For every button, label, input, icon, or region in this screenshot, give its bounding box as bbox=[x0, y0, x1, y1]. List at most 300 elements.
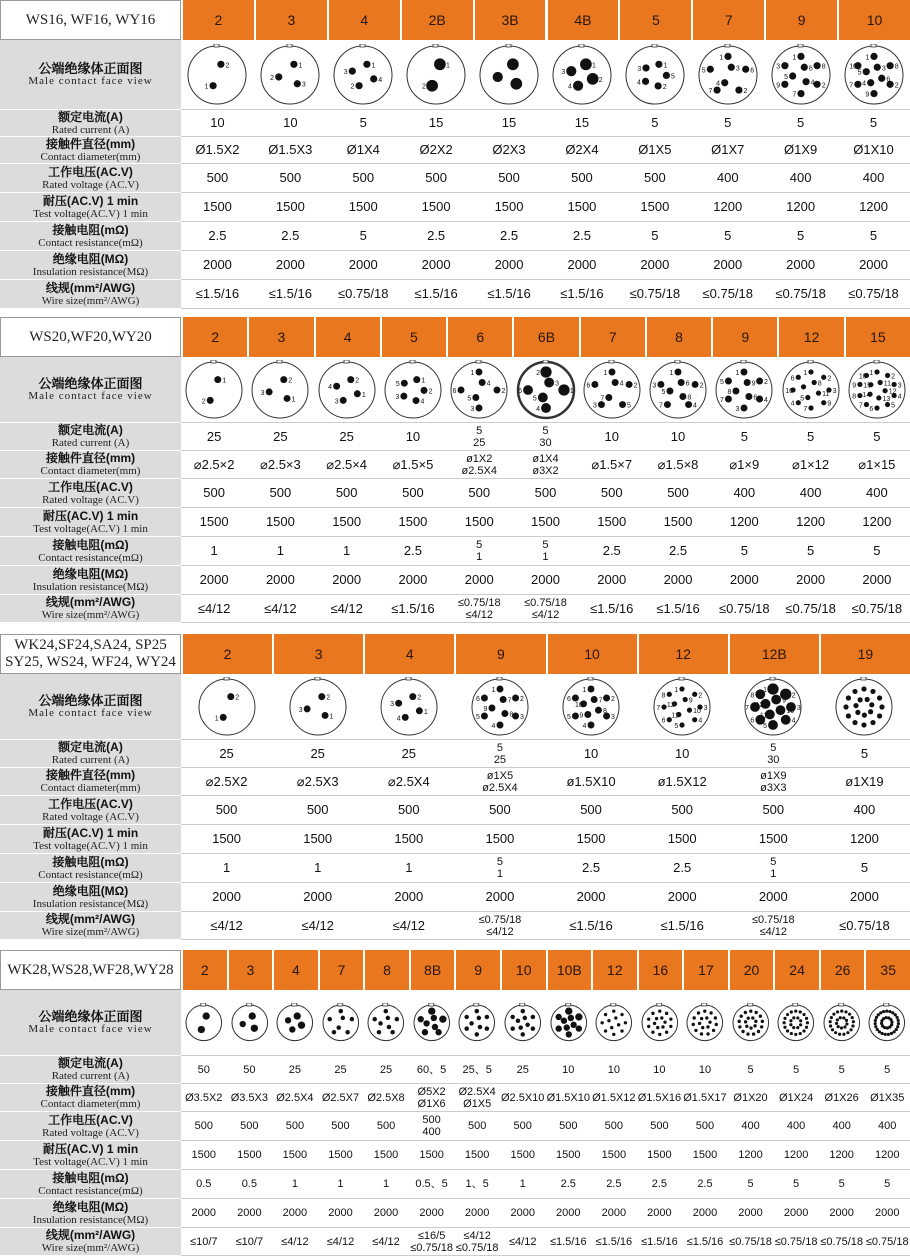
connector-face-drawing bbox=[184, 360, 244, 420]
row-label-en: Wire size(mm²/AWG) bbox=[41, 1242, 140, 1254]
spec-value-line: 15 bbox=[428, 115, 444, 130]
spec-value-line: 5 bbox=[724, 115, 732, 130]
spec-value bbox=[618, 280, 691, 308]
contact-pin bbox=[566, 66, 576, 76]
spec-value-line: ≤4/12 bbox=[326, 1235, 355, 1248]
contact-pin bbox=[289, 1027, 295, 1033]
contact-pin bbox=[660, 1016, 663, 1019]
connector-face-drawing bbox=[843, 44, 905, 106]
contact-pin bbox=[364, 61, 371, 68]
contact-pin bbox=[658, 1010, 661, 1013]
pin-count-cell: 35 bbox=[864, 950, 910, 990]
spec-value bbox=[318, 1056, 364, 1083]
row-label-cn: 工作电压(AC.V) bbox=[48, 796, 133, 811]
pin-number: 8 bbox=[661, 692, 666, 700]
contact-pin bbox=[839, 1016, 842, 1019]
row-label-en: Male contact face view bbox=[28, 390, 153, 402]
spec-value bbox=[579, 479, 645, 507]
pin-number: 2 bbox=[764, 379, 769, 387]
row-label-cn: 接触电阻(mΩ) bbox=[52, 1170, 129, 1185]
contact-pin bbox=[423, 1020, 429, 1026]
pin-number: 10 bbox=[858, 373, 867, 381]
pin-number: 5 bbox=[763, 722, 768, 730]
contact-pin bbox=[555, 1026, 561, 1032]
spec-value bbox=[773, 1228, 819, 1255]
connector-face bbox=[549, 1003, 589, 1043]
spec-value-line: 25 bbox=[493, 753, 507, 766]
spec-value bbox=[711, 566, 777, 594]
spec-value-line: 10 bbox=[653, 1063, 666, 1076]
spec-value bbox=[181, 1199, 227, 1227]
row-label bbox=[0, 883, 181, 912]
row-values bbox=[181, 537, 910, 566]
connector-face-drawing bbox=[259, 44, 321, 106]
spec-value-line: 2000 bbox=[758, 889, 788, 904]
spec-value-line: Ø1X7 bbox=[711, 142, 745, 157]
contact-pin bbox=[783, 1021, 786, 1024]
spec-value-line: 2000 bbox=[567, 257, 597, 272]
connector-face bbox=[332, 44, 394, 106]
pin-number: 2 bbox=[894, 82, 899, 90]
contact-pin bbox=[347, 376, 354, 383]
spec-value bbox=[272, 1141, 318, 1169]
pin-number: 9 bbox=[579, 712, 584, 720]
pin-number: 4 bbox=[810, 79, 815, 87]
connector-face-drawing bbox=[847, 360, 907, 420]
connector-face bbox=[184, 360, 244, 420]
spec-value-line: 5 bbox=[747, 1063, 754, 1076]
row-values bbox=[181, 912, 910, 940]
spec-value-line: 2000 bbox=[729, 572, 759, 587]
pin-number: 1 bbox=[421, 377, 426, 385]
row-label-cn: 接触电阻(mΩ) bbox=[52, 222, 129, 237]
spec-value-line: Ø1.5X3 bbox=[268, 142, 313, 157]
connector-face bbox=[457, 1003, 497, 1043]
pin-count-cell: 5 bbox=[618, 0, 691, 40]
pin-number: 8 bbox=[509, 711, 514, 719]
spec-value bbox=[618, 251, 691, 279]
pin-number: 2 bbox=[350, 83, 355, 91]
pin-number: 3 bbox=[334, 398, 339, 406]
pin-number: 5 bbox=[475, 713, 480, 721]
spec-value bbox=[819, 1170, 865, 1198]
contact-pin bbox=[880, 1022, 883, 1025]
spec-value-line: ≤1.5/16 bbox=[641, 1235, 678, 1248]
row-label-en: Male contact face view bbox=[28, 707, 153, 719]
pin-number: 3 bbox=[832, 388, 837, 395]
contact-pin bbox=[876, 1028, 879, 1031]
contact-pin bbox=[373, 1017, 378, 1022]
spec-value-line: ≤0.75/18 bbox=[851, 600, 903, 616]
spec-value-line: ≤0.75/18 bbox=[629, 286, 681, 301]
spec-value bbox=[837, 110, 910, 136]
contact-pin bbox=[683, 697, 688, 702]
pin-count-cell: 4 bbox=[314, 317, 380, 357]
connector-face bbox=[781, 360, 841, 420]
row-values bbox=[181, 451, 910, 479]
pin-number: 10 bbox=[786, 708, 795, 716]
spec-value-line: ⌀2.5×2 bbox=[193, 456, 235, 472]
contact-pin bbox=[852, 1020, 855, 1023]
pin-count-cell: 12 bbox=[591, 950, 637, 990]
connector-face-drawing bbox=[250, 360, 310, 420]
spec-value bbox=[272, 912, 363, 939]
connector-face-drawing bbox=[449, 360, 509, 420]
spec-value-line: ≤0.75/18 bbox=[478, 913, 522, 926]
spec-value bbox=[682, 1170, 728, 1198]
pin-number: 1 bbox=[423, 708, 428, 716]
spec-value-line: 1500 bbox=[667, 831, 697, 846]
contact-pin bbox=[647, 1018, 650, 1021]
contact-pin bbox=[733, 388, 740, 395]
spec-value-line: 10 bbox=[604, 428, 619, 444]
spec-value-line: ≤0.75/18 bbox=[785, 600, 836, 616]
contact-pin bbox=[757, 1030, 760, 1033]
row-label-cn: 接触件直径(mm) bbox=[45, 1084, 136, 1098]
row-label-cn: 工作电压(AC.V) bbox=[48, 1112, 133, 1127]
spec-value-line: 2000 bbox=[265, 572, 295, 587]
spec-value bbox=[181, 912, 272, 939]
contact-pin bbox=[867, 79, 874, 86]
spec-value-line: 1500 bbox=[647, 1149, 672, 1161]
pin-number: 8 bbox=[852, 393, 857, 401]
contact-pin bbox=[781, 62, 788, 69]
spec-value bbox=[844, 595, 910, 622]
spec-value bbox=[728, 912, 819, 939]
spec-value bbox=[819, 854, 910, 882]
spec-value bbox=[454, 1170, 500, 1198]
spec-value-line: 1 bbox=[519, 1178, 526, 1190]
contact-pin bbox=[476, 405, 483, 412]
contact-pin bbox=[864, 402, 869, 407]
spec-value bbox=[247, 508, 313, 536]
contact-pin bbox=[661, 1026, 664, 1029]
contact-pin bbox=[834, 1031, 837, 1034]
spec-value-line: Ø1X24 bbox=[778, 1091, 814, 1104]
spec-value-line: 10 bbox=[670, 428, 686, 444]
pin-number: 2 bbox=[611, 696, 616, 704]
spec-value-line: 2000 bbox=[640, 257, 670, 272]
contact-pin bbox=[741, 405, 748, 412]
spec-value-line: 1500 bbox=[640, 199, 670, 214]
pin-number: 8 bbox=[603, 708, 607, 716]
spec-value-line: Ø3.5X2 bbox=[185, 1091, 223, 1104]
contact-pin bbox=[531, 1027, 536, 1032]
contact-pin bbox=[739, 1015, 742, 1018]
contact-pin bbox=[345, 1030, 350, 1035]
row-label-en: Insulation resistance(MΩ) bbox=[32, 580, 149, 593]
connector-face bbox=[379, 677, 439, 737]
spec-value-line: 10 bbox=[283, 115, 298, 130]
spec-value-line: 0.5 bbox=[241, 1178, 257, 1190]
spec-value-line: 500 bbox=[306, 802, 329, 817]
spec-value-line: ⌀1×12 bbox=[792, 456, 830, 472]
spec-value-line: ≤1.5/16 bbox=[595, 1235, 633, 1248]
spec-value bbox=[864, 1141, 910, 1169]
pin-number: 1 bbox=[222, 377, 227, 385]
contact-pin bbox=[721, 79, 728, 86]
spec-value bbox=[500, 1141, 546, 1169]
contact-pin bbox=[789, 72, 796, 79]
spec-value-line: 400 bbox=[853, 802, 876, 817]
pin-number: 3 bbox=[592, 402, 597, 410]
spec-value-line: 2000 bbox=[510, 1207, 535, 1219]
spec-value-line: 2000 bbox=[191, 1207, 217, 1219]
contact-pin bbox=[465, 1027, 470, 1032]
connector-face-drawing bbox=[478, 44, 540, 106]
spec-value-line: 2000 bbox=[576, 889, 606, 904]
row-label bbox=[0, 479, 181, 508]
spec-value-line: 1500 bbox=[419, 1149, 444, 1161]
row-label-en: Rated current (A) bbox=[51, 754, 130, 766]
contact-pin bbox=[565, 1031, 571, 1037]
spec-value bbox=[682, 1112, 728, 1140]
pin-number: 8 bbox=[687, 394, 692, 402]
spec-value-line: ≤4/12 bbox=[465, 608, 493, 621]
spec-value bbox=[546, 193, 619, 221]
contact-pin bbox=[881, 1032, 884, 1035]
contact-pin bbox=[830, 1016, 833, 1019]
contact-pin bbox=[842, 1033, 845, 1036]
spec-value bbox=[645, 566, 711, 594]
spec-value-line: 5 bbox=[542, 539, 549, 551]
row-label-en: Male contact face view bbox=[28, 75, 153, 87]
connector-face-drawing bbox=[697, 44, 759, 106]
contact-pin bbox=[608, 369, 615, 376]
contact-pin bbox=[715, 1023, 718, 1026]
spec-value bbox=[181, 193, 254, 221]
contact-pin bbox=[573, 81, 583, 91]
spec-value-line: 2.5 bbox=[500, 228, 519, 243]
row-values bbox=[181, 164, 910, 193]
contact-pin bbox=[846, 695, 851, 700]
spec-value bbox=[327, 164, 400, 192]
spec-value bbox=[637, 825, 728, 853]
pin-number: 4 bbox=[619, 380, 624, 388]
pin-number: 3 bbox=[389, 701, 394, 709]
spec-value-line: 1500 bbox=[464, 514, 494, 529]
spec-value-line: 500 bbox=[331, 1120, 350, 1132]
row-values bbox=[181, 566, 910, 595]
spec-value-line: 1 bbox=[405, 860, 413, 875]
pin-number: 6 bbox=[661, 717, 666, 725]
spec-value bbox=[327, 193, 400, 221]
spec-value bbox=[181, 164, 254, 192]
spec-value-line: 500 bbox=[279, 170, 302, 185]
contact-pin bbox=[870, 53, 877, 60]
spec-value-line: 2000 bbox=[692, 1207, 718, 1219]
contact-pin bbox=[706, 66, 713, 73]
row-label bbox=[0, 110, 181, 137]
spec-value-line: 400 bbox=[862, 170, 885, 185]
spec-value-line: 2.5 bbox=[403, 543, 422, 558]
contact-pin bbox=[875, 1025, 878, 1028]
spec-value bbox=[711, 595, 777, 622]
spec-value bbox=[764, 137, 837, 163]
spec-value bbox=[181, 508, 247, 536]
row-values bbox=[181, 796, 910, 825]
pin-number: 1 bbox=[719, 54, 724, 62]
spec-value-line: 2000 bbox=[874, 1207, 900, 1219]
connector-face-drawing bbox=[743, 677, 803, 737]
spec-value bbox=[400, 137, 473, 163]
spec-value bbox=[473, 164, 546, 192]
spec-row-voltage bbox=[0, 1112, 910, 1141]
contact-pin bbox=[655, 1017, 658, 1020]
spec-value bbox=[773, 1170, 819, 1198]
row-values bbox=[181, 357, 910, 423]
row-label bbox=[0, 1228, 181, 1256]
spec-row-current bbox=[0, 423, 910, 451]
row-label-en: Insulation resistance(MΩ) bbox=[32, 897, 149, 910]
pin-number: 5 bbox=[532, 395, 537, 403]
spec-value bbox=[272, 1199, 318, 1227]
contact-pin bbox=[563, 1025, 569, 1031]
contact-pin bbox=[698, 1022, 701, 1025]
connector-face-drawing bbox=[470, 677, 530, 737]
contact-pin bbox=[570, 1022, 576, 1028]
spec-value-line: Ø2.5X10 bbox=[501, 1091, 545, 1104]
connector-series-table bbox=[0, 317, 910, 623]
contact-pin bbox=[851, 1025, 854, 1028]
row-label-en: Rated voltage (AC.V) bbox=[42, 1126, 139, 1139]
spec-value bbox=[272, 1084, 318, 1111]
contact-pin bbox=[786, 1013, 789, 1016]
spec-value bbox=[773, 1056, 819, 1083]
spec-value bbox=[512, 595, 578, 622]
spec-row-resistance bbox=[0, 1170, 910, 1199]
spec-value-line: 1500 bbox=[398, 514, 428, 529]
spec-row-current bbox=[0, 740, 910, 768]
pin-number: 1 bbox=[371, 62, 376, 70]
connector-face-drawing bbox=[405, 44, 467, 106]
contact-pin bbox=[811, 380, 816, 385]
connector-face bbox=[714, 360, 774, 420]
pin-number: 7 bbox=[507, 697, 512, 705]
row-label-en: Insulation resistance(MΩ) bbox=[32, 265, 149, 278]
contact-pin bbox=[735, 86, 742, 93]
spec-row-test bbox=[0, 193, 910, 222]
contact-pin bbox=[799, 1032, 802, 1035]
spec-value-line: 500 bbox=[650, 1120, 669, 1132]
spec-value-line: 500 bbox=[671, 802, 694, 817]
spec-value-line: Ø1.5X17 bbox=[683, 1091, 727, 1104]
spec-row-resistance bbox=[0, 854, 910, 883]
spec-value bbox=[546, 1112, 592, 1140]
row-values bbox=[181, 423, 910, 451]
contact-pin bbox=[281, 376, 288, 383]
contact-pin bbox=[349, 67, 356, 74]
pin-number: 2 bbox=[821, 82, 826, 90]
pin-number: 7 bbox=[802, 405, 807, 413]
contact-pin bbox=[877, 713, 882, 718]
spec-row-diameter bbox=[0, 451, 910, 479]
pin-number: 5 bbox=[891, 402, 895, 410]
contact-pin bbox=[808, 405, 813, 410]
spec-value-line: 50 bbox=[197, 1063, 210, 1076]
pin-number: 9 bbox=[782, 697, 787, 705]
row-label-en: Test voltage(AC.V) 1 min bbox=[33, 839, 148, 852]
contact-pin bbox=[493, 72, 503, 82]
spec-value-line: 5 bbox=[542, 424, 549, 437]
connector-face-drawing bbox=[685, 1003, 725, 1043]
spec-value bbox=[837, 193, 910, 221]
pin-count-cell: 3B bbox=[473, 0, 546, 40]
connector-face-drawing bbox=[770, 44, 832, 106]
pin-number: 6 bbox=[808, 65, 813, 73]
contact-pin bbox=[821, 375, 826, 380]
spec-value-line: ≤0.75/18 bbox=[775, 286, 826, 301]
connector-face bbox=[317, 360, 377, 420]
spec-value-line: 5 bbox=[860, 860, 869, 875]
row-label bbox=[0, 451, 181, 479]
spec-value bbox=[454, 883, 545, 911]
contact-pin bbox=[703, 1010, 706, 1013]
spec-value-line: ⌀2.5X4 bbox=[387, 773, 430, 789]
row-label-cn: 接触件直径(mm) bbox=[45, 768, 136, 782]
contact-pin bbox=[724, 53, 731, 60]
spec-value bbox=[777, 479, 843, 507]
spec-value-line: 2000 bbox=[485, 889, 515, 904]
row-label-en: Insulation resistance(MΩ) bbox=[32, 1213, 149, 1226]
spec-value-line: 500 bbox=[468, 485, 491, 500]
spec-value-line: Ø2.5X7 bbox=[321, 1091, 360, 1104]
contact-pin bbox=[426, 80, 438, 92]
spec-value-line: 1500 bbox=[191, 1149, 217, 1161]
spec-value-line: ⌀1.5×8 bbox=[657, 456, 699, 472]
pin-number: 7 bbox=[656, 705, 661, 712]
spec-value-line: ø1X5 bbox=[486, 769, 514, 782]
contact-pin bbox=[843, 1026, 846, 1029]
spec-value-line: ≤1.5/16 bbox=[391, 600, 435, 616]
contact-pin bbox=[745, 1025, 748, 1028]
contact-pin bbox=[790, 1019, 793, 1022]
contact-pin bbox=[575, 1026, 581, 1032]
spec-value-line: 1 bbox=[291, 1178, 298, 1190]
row-label-en: Test voltage(AC.V) 1 min bbox=[33, 1155, 148, 1168]
spec-value-line: ≤0.75/18 bbox=[774, 1235, 818, 1248]
contact-pin bbox=[845, 1023, 848, 1026]
contact-pin bbox=[741, 369, 748, 376]
spec-value-line: 1500 bbox=[212, 831, 242, 846]
contact-pin bbox=[496, 722, 503, 729]
pin-count-cell: 5 bbox=[380, 317, 446, 357]
pin-count-cell: 9 bbox=[711, 317, 777, 357]
spec-value-line: 25 bbox=[334, 1063, 347, 1076]
pin-number: 6 bbox=[750, 717, 755, 725]
spec-value bbox=[247, 537, 313, 565]
connector-face-drawing bbox=[652, 677, 712, 737]
contact-pin bbox=[754, 1020, 757, 1023]
spec-value-line: Ø1.5X16 bbox=[637, 1091, 682, 1104]
pin-number: 12 bbox=[888, 388, 897, 396]
row-label bbox=[0, 280, 181, 309]
spec-value bbox=[454, 1199, 500, 1227]
contact-pin bbox=[387, 1025, 392, 1030]
pin-number: 4 bbox=[698, 717, 703, 725]
spec-value-line: 1200 bbox=[713, 199, 743, 214]
contact-pin bbox=[572, 695, 579, 702]
contact-pin bbox=[753, 1024, 756, 1027]
spec-value-line: 1500 bbox=[421, 199, 451, 214]
spec-value bbox=[728, 1141, 774, 1169]
spec-value-line: 500 bbox=[600, 485, 623, 500]
spec-value bbox=[473, 222, 546, 250]
contact-pin bbox=[663, 1021, 666, 1024]
spec-value-line: 1500 bbox=[373, 1149, 399, 1161]
contact-pin bbox=[654, 82, 661, 89]
spec-value bbox=[591, 1112, 637, 1140]
